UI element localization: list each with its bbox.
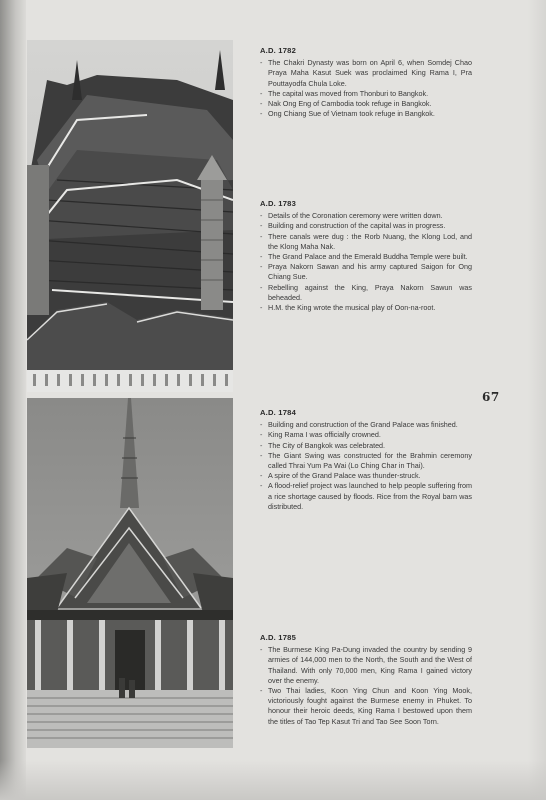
- list-item: - A spire of the Grand Palace was thunder-struck.: [260, 471, 472, 481]
- entry-items: [260, 58, 472, 119]
- temple-roofs-photo: [27, 40, 233, 392]
- list-item: - Building and construction of the capital was in progress.: [260, 221, 472, 231]
- list-item: - Building and construction of the Grand Palace was finished.: [260, 420, 472, 430]
- list-item: - Details of the Coronation ceremony were written down.: [260, 211, 472, 221]
- entry-year: A.D. 1783: [260, 199, 296, 208]
- entry-year: A.D. 1784: [260, 408, 296, 417]
- page-edge-shading: [528, 0, 546, 800]
- page-bottom-shading: [0, 760, 546, 800]
- list-item: - There canals were dug : the Rorb Nuang, the Klong Lod, and the Klong Maha Nak.: [260, 232, 472, 252]
- list-item: - Praya Nakorn Sawan and his army captured Saigon for Ong Chiang Sue.: [260, 262, 472, 282]
- list-item: - The Giant Swing was constructed for the Brahmin ceremony called Thrai Yum Pa Wai (Lo Ching Char in Thai).: [260, 451, 472, 471]
- temple-roofs-illustration: [27, 40, 233, 392]
- list-item: - Nak Ong Eng of Cambodia took refuge in Bangkok.: [260, 99, 472, 109]
- entry-year: A.D. 1782: [260, 46, 296, 55]
- list-item: - Ong Chiang Sue of Vietnam took refuge in Bangkok.: [260, 109, 472, 119]
- list-item: - The Burmese King Pa-Dung invaded the country by sending 9 armies of 144,000 men to the North, the South and the West of Thailand. With only 70,000 men, King Rama I gained victory over the enemy.: [260, 645, 472, 686]
- entry-ad-1784: [260, 408, 472, 512]
- entry-year: A.D. 1785: [260, 633, 296, 642]
- list-item: - King Rama I was officially crowned.: [260, 430, 472, 440]
- entry-ad-1785: [260, 633, 472, 727]
- list-item: - The City of Bangkok was celebrated.: [260, 441, 472, 451]
- list-item: - The Grand Palace and the Emerald Buddha Temple were built.: [260, 252, 472, 262]
- entry-items: [260, 211, 472, 313]
- entry-ad-1783: [260, 199, 472, 313]
- pavilion-illustration: [27, 398, 233, 748]
- list-item: - Two Thai ladies, Koon Ying Chun and Koon Ying Mook, victoriously fought against the Burmese enemy in Phuket. To honour their heroic deeds, King Rama I bestowed upon them the titles of Tao Tep Kasut Tri and Tao See Soon Torn.: [260, 686, 472, 727]
- entry-items: [260, 645, 472, 727]
- list-item: - Rebelling against the King, Praya Nakorn Sawun was beheaded.: [260, 283, 472, 303]
- list-item: - A flood-relief project was launched to help people suffering from a rice shortage caused by floods. Rice from the Royal barn was distributed.: [260, 481, 472, 512]
- pavilion-spire-photo: [27, 398, 233, 748]
- entry-items: [260, 420, 472, 512]
- page-number: 67: [482, 390, 500, 404]
- list-item: - The Chakri Dynasty was born on April 6, when Somdej Chao Praya Maha Kasut Suek was proclaimed King Rama I, Pra Pouttayodfa Chula Loke.: [260, 58, 472, 89]
- list-item: - H.M. the King wrote the musical play of Oon-na-root.: [260, 303, 472, 313]
- list-item: - The capital was moved from Thonburi to Bangkok.: [260, 89, 472, 99]
- entry-ad-1782: [260, 46, 472, 119]
- page-gutter-shadow: [0, 0, 26, 800]
